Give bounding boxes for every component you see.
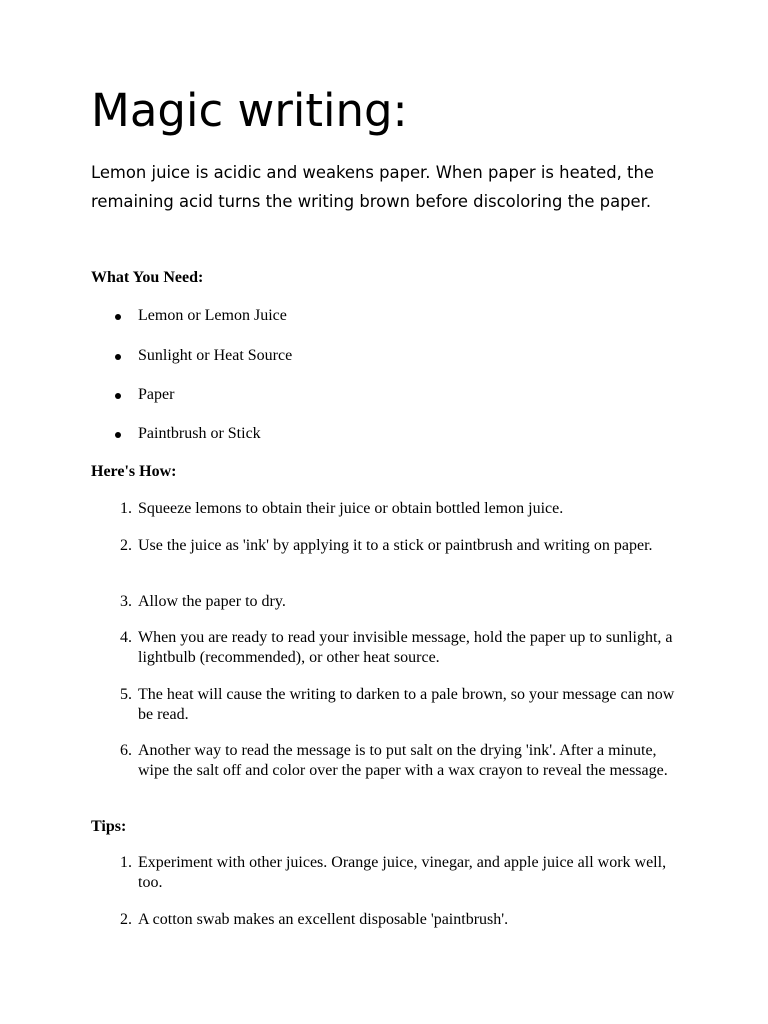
needs-item-text: Lemon or Lemon Juice — [138, 307, 287, 324]
needs-item-text: Paintbrush or Stick — [138, 425, 261, 442]
intro-paragraph: Lemon juice is acidic and weakens paper. When paper is heated, the remaining acid turns the writing brown before discoloring the paper. — [91, 163, 654, 211]
step-text: When you are ready to read your invisible message, hold the paper up to sunlight, a lightbulb (recommended), or other heat source. — [138, 629, 673, 666]
bullet-icon — [115, 354, 121, 360]
step-number: 5. — [120, 686, 132, 703]
step-text: Squeeze lemons to obtain their juice or obtain bottled lemon juice. — [138, 500, 564, 517]
step-text: The heat will cause the writing to darken to a pale brown, so your message can now be read. — [138, 686, 675, 723]
tip-text: Experiment with other juices. Orange juice, vinegar, and apple juice all work well, too. — [138, 854, 667, 891]
tip-number: 2. — [120, 911, 132, 928]
tip-text: A cotton swab makes an excellent disposable 'paintbrush'. — [138, 911, 509, 928]
step-number: 1. — [120, 500, 132, 517]
heres-how-heading: Here's How: — [91, 463, 177, 480]
bullet-icon — [115, 314, 121, 320]
bullet-icon — [115, 432, 121, 438]
step-text: Another way to read the message is to put salt on the drying 'ink'. After a minute, wipe the salt off and color over the paper with a wax crayon to reveal the message. — [138, 742, 668, 779]
step-number: 3. — [120, 593, 132, 610]
step-number: 6. — [120, 742, 132, 759]
step-text: Use the juice as 'ink' by applying it to a stick or paintbrush and writing on paper. — [138, 537, 653, 554]
needs-item-text: Paper — [138, 386, 175, 403]
page-title: Magic writing: — [91, 84, 408, 137]
bullet-icon — [115, 393, 121, 399]
tip-number: 1. — [120, 854, 132, 871]
step-number: 2. — [120, 537, 132, 554]
step-text: Allow the paper to dry. — [138, 593, 286, 610]
needs-item-text: Sunlight or Heat Source — [138, 347, 293, 364]
step-number: 4. — [120, 629, 132, 646]
tips-heading: Tips: — [91, 818, 127, 835]
what-you-need-heading: What You Need: — [91, 269, 204, 286]
